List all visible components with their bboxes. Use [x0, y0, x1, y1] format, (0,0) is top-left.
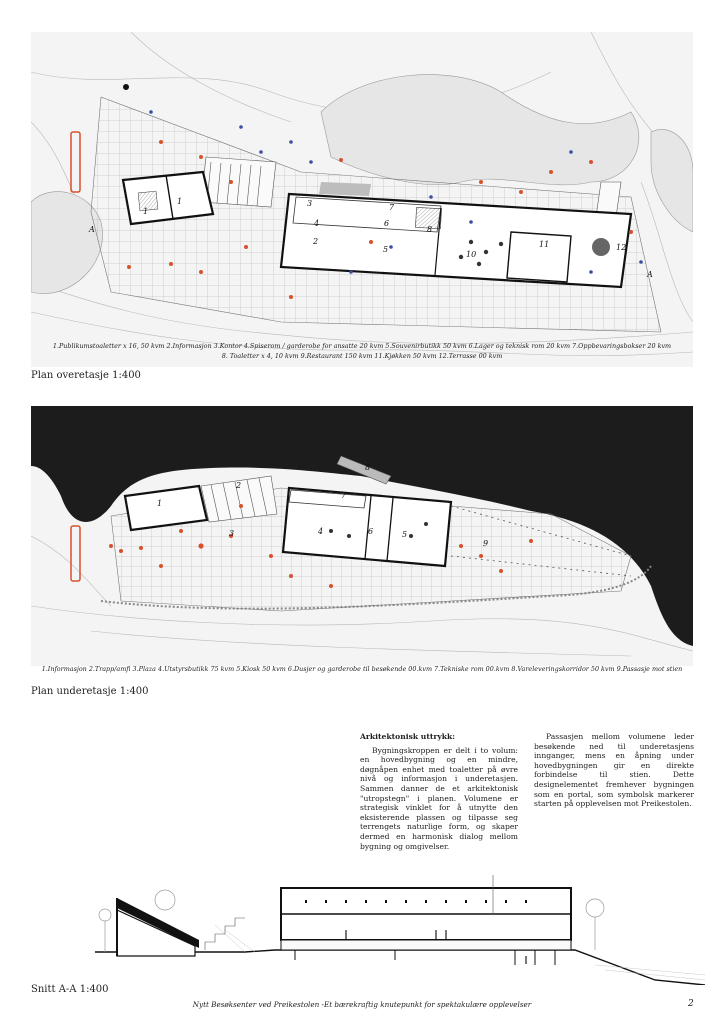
section-marker: A [647, 270, 653, 279]
room-number: 5 [402, 530, 408, 539]
lower-plan-drawing [31, 406, 693, 666]
room-number: 6 [384, 219, 390, 228]
room-number: 7 [389, 203, 395, 212]
section-main-building [281, 875, 571, 965]
section-svg [95, 870, 705, 985]
room-number: 1 [143, 207, 149, 216]
footer-caption: Nytt Besøksenter ved Preikestolen -Et bærekraftig knutepunkt for spektakulære opplevelser [192, 1000, 532, 1009]
lower-main-building [283, 488, 451, 566]
room-number: 6 [368, 527, 374, 536]
room-number: 11 [539, 240, 550, 249]
text-paragraph-2: Passasjen mellom volumene leder besøkende ned til underetasjens innganger, mens en åpning under hovedbygningen gir en direkte forbindelse til stien. Dette designelementet fremhever bygningen som en portal, som symbolsk markerer starten på opplevelsen mot Preikestolen. [534, 732, 694, 809]
room-number: 3 [307, 199, 313, 208]
room-number: 10 [466, 250, 477, 259]
text-column-1 [360, 732, 518, 851]
upper-plan-drawing [31, 32, 693, 367]
upper-plan-svg [31, 32, 693, 367]
room-number: 9 [483, 539, 489, 548]
upper-legend-line2: 8. Toaletter x 4, 10 kvm 9.Restaurant 150 kvm 11.Kjøkken 50 kvm 12.Terrasse 00 kvm [221, 352, 503, 360]
room-number: 8 [365, 463, 371, 472]
upper-plan-legend [31, 341, 693, 361]
section-title: Snitt A-A 1:400 [31, 984, 109, 995]
lower-plan-svg [31, 406, 693, 666]
section-stairs [205, 918, 245, 950]
section-marker: A [89, 225, 95, 234]
room-number: 1 [177, 197, 183, 206]
lower-plan-legend: 1.Informasjon 2.Trapp/amfi 3.Plaza 4.Utstyrsbutikk 75 kvm 5.Kiosk 50 kvm 6.Dusjer og garderobe til besøkende 00.kvm 7.Tekniske rom 00.kvm 8.Vareleveringskorridor 50 kvm 9.Passasje mot stien [41, 665, 683, 673]
room-number: 1 [157, 499, 163, 508]
text-paragraph-1: Bygningskroppen er delt i to volum: en hovedbygning og en mindre, døgnåpen enhet med toaletter på øvre nivå og informasjon i underetasjen. Sammen danner de et arkitektonisk "utropstegn" i planen. Volumene er strategisk vinklet for å utnytte den eksisterende plassen og tilpasse seg terrengets naturlige form, og skaper dermed en harmonisk dialog mellom bygning og omgivelser. [360, 745, 518, 851]
page-number: 2 [688, 999, 694, 1009]
section-drawing [95, 870, 705, 985]
lower-plan-title: Plan underetasje 1:400 [31, 686, 149, 697]
room-number: 3 [229, 529, 235, 538]
room-number: 2 [313, 237, 319, 246]
text-column-2 [534, 732, 694, 809]
room-number: 8 [427, 225, 433, 234]
text-heading: Arkitektonisk uttrykk: [360, 732, 456, 741]
room-number: 4 [318, 527, 324, 536]
room-number: 5 [383, 245, 389, 254]
room-number: 2 [236, 481, 242, 490]
room-number: 12 [616, 243, 627, 252]
upper-legend-line1: 1.Publikumstoaletter x 16, 50 kvm 2.Informasjon 3.Kontor 4.Spiserom / garderobe for ansatte 20 kvm 5.Souvenirbutikk 50 kvm 6.Lager og teknisk rom 20 kvm 7.Oppbevaringsbokser 20 kvm [52, 342, 672, 350]
toilet-building [123, 172, 213, 224]
room-number: 4 [314, 219, 320, 228]
upper-plan-title: Plan overetasje 1:400 [31, 370, 141, 381]
room-number: 7 [341, 491, 347, 500]
